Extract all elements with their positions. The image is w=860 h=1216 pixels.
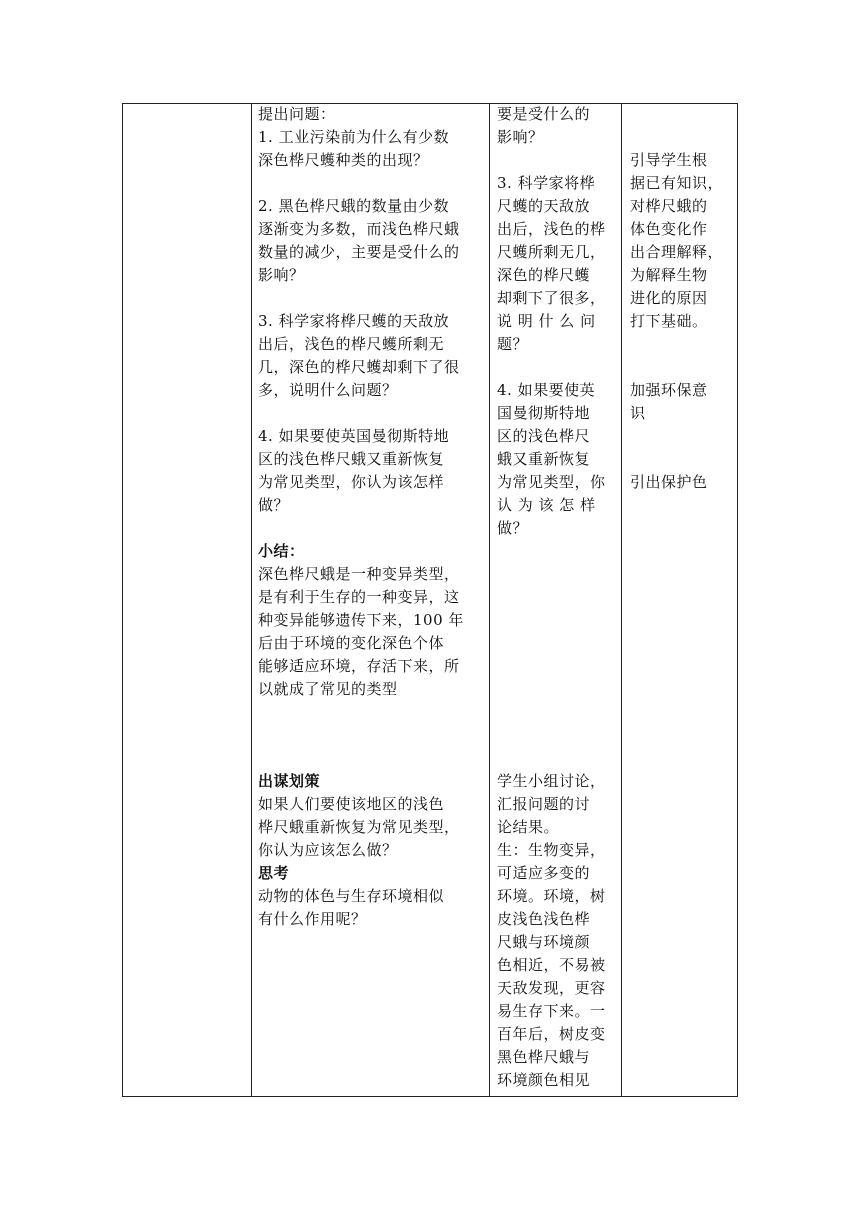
column-divider xyxy=(621,103,622,1097)
strategy-text: 如果人们要使该地区的浅色 桦尺蛾重新恢复为常见类型， 你认为应该怎么做？ xyxy=(258,795,460,859)
group-discussion: 学生小组讨论， 汇报问题的讨 论结果。 生：生物变异， 可适应多变的 环境。环境，树 皮浅色浅色桦 尺蛾与环境颜 色相近，不易被 天敌发现，更容 易生存下来。一 百年后，树皮变 黑色桦尺蛾与 环境颜色相见 xyxy=(497,772,606,1089)
student-activity-column xyxy=(497,103,617,1092)
intent-protective-color: 引出保护色 xyxy=(630,473,708,491)
raise-question-heading: 提出问题： xyxy=(258,105,336,123)
design-intent-column xyxy=(630,149,734,494)
summary-heading: 小结： xyxy=(258,542,305,560)
intent-guide: 引导学生根 据已有知识， 对桦尺蛾的 体色变化作 出合理解释， 为解释生物 进化的原因 打下基础。 xyxy=(630,151,724,330)
column-divider xyxy=(251,103,252,1097)
answer-2-tail: 要是受什么的 影响？ xyxy=(497,105,591,146)
think-text: 动物的体色与生存环境相似 有什么作用呢？ xyxy=(258,887,445,928)
answer-4: 4. 如果要使英 国曼彻斯特地 区的浅色桦尺 蛾又重新恢复 为常见类型，你 认 为 该 怎 样 做？ xyxy=(497,381,606,537)
think-heading: 思考 xyxy=(258,864,290,882)
teacher-activity-column xyxy=(258,103,486,931)
intent-environment: 加强环保意 识 xyxy=(630,381,708,422)
column-divider xyxy=(489,103,490,1097)
question-1: 1. 工业污染前为什么有少数 深色桦尺蠖种类的出现？ xyxy=(258,128,450,169)
strategy-heading: 出谋划策 xyxy=(258,772,321,790)
question-2: 2. 黑色桦尺蛾的数量由少数 逐渐变为多数，而浅色桦尺蛾 数量的减少，主要是受什么的 影响？ xyxy=(258,197,460,284)
summary-text: 深色桦尺蛾是一种变异类型， 是有利于生存的一种变异，这 种变异能够遗传下来，100 年 后由于环境的变化深色个体 能够适应环境，存活下来，所 以就成了常见的类型 xyxy=(258,565,464,698)
answer-3: 3. 科学家将桦 尺蠖的天敌放 出后，浅色的桦 尺蠖所剩无几， 深色的桦尺蠖 却剩下了很多， 说 明 什 么 问 题？ xyxy=(497,174,606,353)
question-4: 4. 如果要使英国曼彻斯特地 区的浅色桦尺蛾又重新恢复 为常见类型，你认为该怎样 做？ xyxy=(258,427,450,514)
question-3: 3. 科学家将桦尺蠖的天敌放 出后，浅色的桦尺蠖所剩无 几，深色的桦尺蠖却剩下了很 多，说明什么问题？ xyxy=(258,312,460,399)
